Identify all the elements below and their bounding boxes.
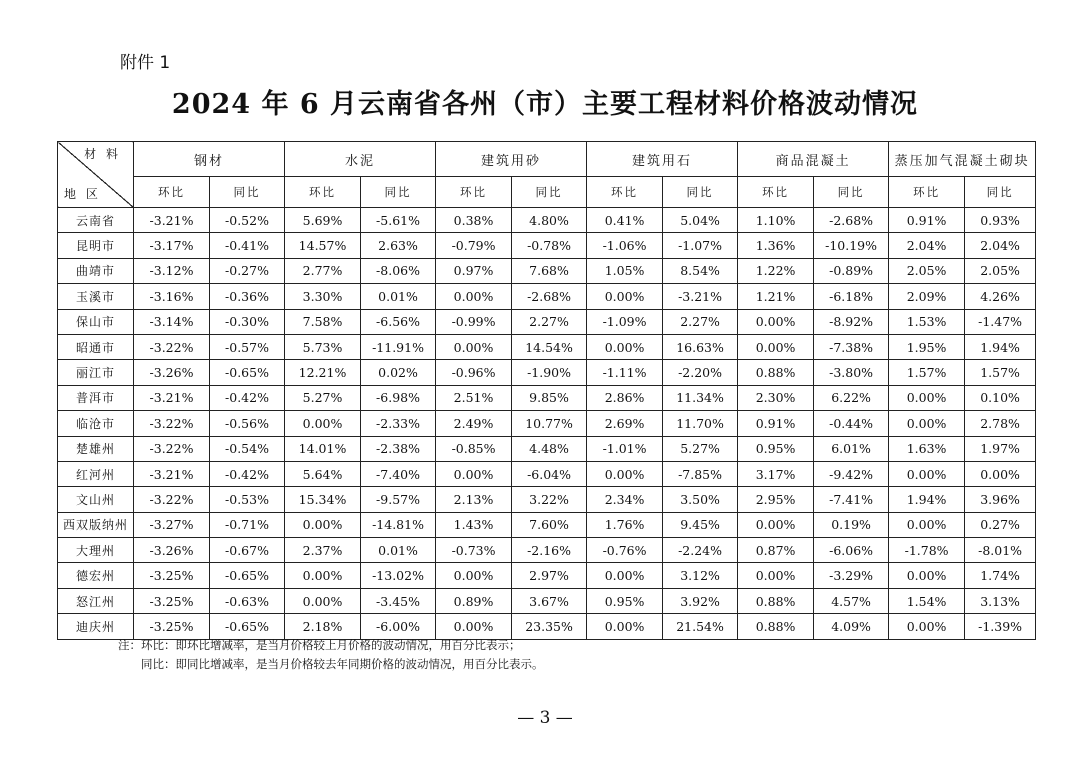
value-cell: -3.29% xyxy=(814,563,889,588)
region-cell: 文山州 xyxy=(58,487,134,512)
table-row xyxy=(58,411,1036,436)
value-cell: 9.85% xyxy=(512,385,587,410)
value-cell: 14.54% xyxy=(512,334,587,359)
value-cell: -0.44% xyxy=(814,411,889,436)
value-cell: -3.26% xyxy=(134,538,210,563)
value-cell: 2.34% xyxy=(587,487,663,512)
value-cell: 0.00% xyxy=(587,284,663,309)
value-cell: -0.36% xyxy=(210,284,285,309)
value-cell: 0.00% xyxy=(436,461,512,486)
region-cell: 红河州 xyxy=(58,461,134,486)
value-cell: -0.27% xyxy=(210,258,285,283)
region-cell: 普洱市 xyxy=(58,385,134,410)
value-cell: -3.21% xyxy=(663,284,738,309)
value-cell: 1.21% xyxy=(738,284,814,309)
region-cell: 昭通市 xyxy=(58,334,134,359)
value-cell: 0.02% xyxy=(361,360,436,385)
sub-header-cell: 环比 xyxy=(436,177,512,208)
table-row xyxy=(58,233,1036,258)
value-cell: -6.06% xyxy=(814,538,889,563)
value-cell: 0.00% xyxy=(738,563,814,588)
value-cell: 0.10% xyxy=(965,385,1036,410)
sub-header-cell: 同比 xyxy=(512,177,587,208)
value-cell: -7.85% xyxy=(663,461,738,486)
value-cell: 0.00% xyxy=(889,461,965,486)
value-cell: 0.00% xyxy=(889,614,965,639)
value-cell: 3.17% xyxy=(738,461,814,486)
table-row xyxy=(58,208,1036,233)
value-cell: 4.09% xyxy=(814,614,889,639)
value-cell: 4.26% xyxy=(965,284,1036,309)
value-cell: -6.56% xyxy=(361,309,436,334)
value-cell: 2.27% xyxy=(663,309,738,334)
value-cell: -8.06% xyxy=(361,258,436,283)
sub-header-cell: 环比 xyxy=(285,177,361,208)
region-cell: 楚雄州 xyxy=(58,436,134,461)
value-cell: 1.43% xyxy=(436,512,512,537)
value-cell: -0.57% xyxy=(210,334,285,359)
value-cell: -0.65% xyxy=(210,614,285,639)
value-cell: -3.22% xyxy=(134,436,210,461)
value-cell: -3.22% xyxy=(134,487,210,512)
value-cell: 4.80% xyxy=(512,208,587,233)
value-cell: -0.30% xyxy=(210,309,285,334)
sub-header-cell: 同比 xyxy=(361,177,436,208)
value-cell: 0.95% xyxy=(738,436,814,461)
value-cell: 11.34% xyxy=(663,385,738,410)
material-header: 建筑用砂 xyxy=(436,142,587,177)
value-cell: 0.00% xyxy=(285,512,361,537)
value-cell: -2.16% xyxy=(512,538,587,563)
value-cell: -14.81% xyxy=(361,512,436,537)
value-cell: 3.22% xyxy=(512,487,587,512)
value-cell: 0.38% xyxy=(436,208,512,233)
value-cell: 1.63% xyxy=(889,436,965,461)
value-cell: -0.85% xyxy=(436,436,512,461)
value-cell: -2.38% xyxy=(361,436,436,461)
corner-header-cell xyxy=(58,142,134,208)
table-body xyxy=(58,208,1036,640)
table-row xyxy=(58,487,1036,512)
value-cell: 0.88% xyxy=(738,588,814,613)
value-cell: -1.39% xyxy=(965,614,1036,639)
value-cell: 5.04% xyxy=(663,208,738,233)
value-cell: -0.96% xyxy=(436,360,512,385)
table-row xyxy=(58,512,1036,537)
value-cell: -3.45% xyxy=(361,588,436,613)
region-cell: 迪庆州 xyxy=(58,614,134,639)
value-cell: -1.11% xyxy=(587,360,663,385)
sub-header-cell: 环比 xyxy=(889,177,965,208)
value-cell: -1.90% xyxy=(512,360,587,385)
value-cell: -0.67% xyxy=(210,538,285,563)
value-cell: -9.57% xyxy=(361,487,436,512)
value-cell: -7.41% xyxy=(814,487,889,512)
value-cell: -0.89% xyxy=(814,258,889,283)
value-cell: 0.91% xyxy=(889,208,965,233)
value-cell: 0.00% xyxy=(436,334,512,359)
value-cell: -1.47% xyxy=(965,309,1036,334)
value-cell: -3.14% xyxy=(134,309,210,334)
table-row xyxy=(58,309,1036,334)
value-cell: 2.95% xyxy=(738,487,814,512)
value-cell: 2.77% xyxy=(285,258,361,283)
value-cell: 0.00% xyxy=(436,563,512,588)
sub-header-cell: 环比 xyxy=(738,177,814,208)
value-cell: 0.88% xyxy=(738,360,814,385)
value-cell: 0.00% xyxy=(889,411,965,436)
sub-header-cell: 环比 xyxy=(587,177,663,208)
value-cell: -0.63% xyxy=(210,588,285,613)
region-cell: 丽江市 xyxy=(58,360,134,385)
table-row xyxy=(58,538,1036,563)
value-cell: 5.73% xyxy=(285,334,361,359)
value-cell: 0.00% xyxy=(285,411,361,436)
value-cell: 2.86% xyxy=(587,385,663,410)
value-cell: 1.57% xyxy=(889,360,965,385)
value-cell: 0.00% xyxy=(587,334,663,359)
value-cell: 11.70% xyxy=(663,411,738,436)
value-cell: 1.54% xyxy=(889,588,965,613)
note-line: 同比：即同比增减率，是当月价格较去年同期价格的波动情况，用百分比表示。 xyxy=(141,657,544,671)
value-cell: -7.40% xyxy=(361,461,436,486)
value-cell: -0.42% xyxy=(210,385,285,410)
value-cell: 2.51% xyxy=(436,385,512,410)
attachment-label: 附件 1 xyxy=(120,53,171,73)
value-cell: 0.01% xyxy=(361,284,436,309)
value-cell: 1.95% xyxy=(889,334,965,359)
value-cell: -0.71% xyxy=(210,512,285,537)
value-cell: 0.00% xyxy=(889,512,965,537)
value-cell: -0.78% xyxy=(512,233,587,258)
value-cell: -3.22% xyxy=(134,411,210,436)
value-cell: 6.01% xyxy=(814,436,889,461)
value-cell: 1.74% xyxy=(965,563,1036,588)
value-cell: 0.91% xyxy=(738,411,814,436)
value-cell: 2.05% xyxy=(889,258,965,283)
value-cell: 21.54% xyxy=(663,614,738,639)
page-title: 2024 年 6 月云南省各州（市）主要工程材料价格波动情况 xyxy=(171,89,919,120)
value-cell: 8.54% xyxy=(663,258,738,283)
value-cell: 3.13% xyxy=(965,588,1036,613)
region-cell: 德宏州 xyxy=(58,563,134,588)
value-cell: 0.01% xyxy=(361,538,436,563)
value-cell: 1.94% xyxy=(965,334,1036,359)
value-cell: 1.97% xyxy=(965,436,1036,461)
table-row xyxy=(58,258,1036,283)
page-number: — 3 — xyxy=(517,708,573,728)
value-cell: 7.60% xyxy=(512,512,587,537)
value-cell: 0.00% xyxy=(738,512,814,537)
value-cell: -0.54% xyxy=(210,436,285,461)
value-cell: -2.33% xyxy=(361,411,436,436)
value-cell: 0.00% xyxy=(285,563,361,588)
region-cell: 玉溪市 xyxy=(58,284,134,309)
value-cell: 2.69% xyxy=(587,411,663,436)
value-cell: -7.38% xyxy=(814,334,889,359)
value-cell: 0.00% xyxy=(738,334,814,359)
region-cell: 大理州 xyxy=(58,538,134,563)
table-notes xyxy=(118,636,544,674)
value-cell: 2.78% xyxy=(965,411,1036,436)
material-header: 水泥 xyxy=(285,142,436,177)
value-cell: -2.24% xyxy=(663,538,738,563)
value-cell: 0.00% xyxy=(587,563,663,588)
value-cell: 0.93% xyxy=(965,208,1036,233)
value-cell: 3.12% xyxy=(663,563,738,588)
table-row xyxy=(58,588,1036,613)
region-cell: 曲靖市 xyxy=(58,258,134,283)
value-cell: 0.89% xyxy=(436,588,512,613)
table-row xyxy=(58,360,1036,385)
value-cell: -3.17% xyxy=(134,233,210,258)
value-cell: -0.53% xyxy=(210,487,285,512)
value-cell: 0.87% xyxy=(738,538,814,563)
value-cell: 1.36% xyxy=(738,233,814,258)
value-cell: 2.04% xyxy=(965,233,1036,258)
value-cell: 2.09% xyxy=(889,284,965,309)
value-cell: 0.88% xyxy=(738,614,814,639)
value-cell: -3.26% xyxy=(134,360,210,385)
value-cell: 1.22% xyxy=(738,258,814,283)
value-cell: 14.57% xyxy=(285,233,361,258)
table-row xyxy=(58,461,1036,486)
value-cell: 15.34% xyxy=(285,487,361,512)
value-cell: -3.21% xyxy=(134,208,210,233)
value-cell: 6.22% xyxy=(814,385,889,410)
sub-header-cell: 同比 xyxy=(210,177,285,208)
table-row xyxy=(58,334,1036,359)
value-cell: -0.79% xyxy=(436,233,512,258)
value-cell: 0.00% xyxy=(889,563,965,588)
value-cell: -1.07% xyxy=(663,233,738,258)
value-cell: 7.58% xyxy=(285,309,361,334)
value-cell: -13.02% xyxy=(361,563,436,588)
value-cell: -6.98% xyxy=(361,385,436,410)
value-cell: 0.97% xyxy=(436,258,512,283)
value-cell: 0.00% xyxy=(436,614,512,639)
value-cell: -0.52% xyxy=(210,208,285,233)
value-cell: 5.27% xyxy=(663,436,738,461)
value-cell: -1.09% xyxy=(587,309,663,334)
table-row xyxy=(58,436,1036,461)
value-cell: 2.97% xyxy=(512,563,587,588)
value-cell: -3.12% xyxy=(134,258,210,283)
value-cell: -3.21% xyxy=(134,461,210,486)
value-cell: 0.27% xyxy=(965,512,1036,537)
value-cell: 0.00% xyxy=(738,309,814,334)
value-cell: 3.92% xyxy=(663,588,738,613)
value-cell: 0.00% xyxy=(889,385,965,410)
materials-corner-label: 材 料 xyxy=(84,147,121,161)
value-cell: 2.49% xyxy=(436,411,512,436)
value-cell: 0.41% xyxy=(587,208,663,233)
value-cell: -3.80% xyxy=(814,360,889,385)
value-cell: 2.63% xyxy=(361,233,436,258)
value-cell: 4.57% xyxy=(814,588,889,613)
value-cell: 14.01% xyxy=(285,436,361,461)
value-cell: 2.13% xyxy=(436,487,512,512)
value-cell: -8.01% xyxy=(965,538,1036,563)
table-row xyxy=(58,284,1036,309)
value-cell: 5.64% xyxy=(285,461,361,486)
value-cell: -0.42% xyxy=(210,461,285,486)
value-cell: -0.56% xyxy=(210,411,285,436)
value-cell: -6.04% xyxy=(512,461,587,486)
sub-header-row xyxy=(58,177,1036,208)
sub-header-cell: 同比 xyxy=(814,177,889,208)
value-cell: -2.68% xyxy=(814,208,889,233)
value-cell: 0.00% xyxy=(285,588,361,613)
regions-corner-label: 地 区 xyxy=(64,187,101,201)
value-cell: -3.25% xyxy=(134,588,210,613)
value-cell: -5.61% xyxy=(361,208,436,233)
value-cell: -3.25% xyxy=(134,614,210,639)
value-cell: -3.21% xyxy=(134,385,210,410)
value-cell: -0.99% xyxy=(436,309,512,334)
value-cell: -0.65% xyxy=(210,563,285,588)
value-cell: 23.35% xyxy=(512,614,587,639)
value-cell: -3.22% xyxy=(134,334,210,359)
value-cell: -6.00% xyxy=(361,614,436,639)
value-cell: -3.16% xyxy=(134,284,210,309)
value-cell: 4.48% xyxy=(512,436,587,461)
value-cell: 2.37% xyxy=(285,538,361,563)
value-cell: -8.92% xyxy=(814,309,889,334)
value-cell: 1.53% xyxy=(889,309,965,334)
material-header: 建筑用石 xyxy=(587,142,738,177)
value-cell: 10.77% xyxy=(512,411,587,436)
value-cell: 3.50% xyxy=(663,487,738,512)
sub-header-cell: 同比 xyxy=(965,177,1036,208)
value-cell: -1.06% xyxy=(587,233,663,258)
region-cell: 西双版纳州 xyxy=(58,512,134,537)
table-row xyxy=(58,385,1036,410)
value-cell: -2.68% xyxy=(512,284,587,309)
value-cell: -9.42% xyxy=(814,461,889,486)
material-header: 钢材 xyxy=(134,142,285,177)
value-cell: -0.76% xyxy=(587,538,663,563)
value-cell: 0.00% xyxy=(965,461,1036,486)
value-cell: -0.65% xyxy=(210,360,285,385)
value-cell: 0.00% xyxy=(587,461,663,486)
value-cell: -0.41% xyxy=(210,233,285,258)
value-cell: -1.78% xyxy=(889,538,965,563)
value-cell: 1.10% xyxy=(738,208,814,233)
value-cell: 7.68% xyxy=(512,258,587,283)
value-cell: 0.00% xyxy=(436,284,512,309)
value-cell: -3.25% xyxy=(134,563,210,588)
region-cell: 昆明市 xyxy=(58,233,134,258)
value-cell: 12.21% xyxy=(285,360,361,385)
value-cell: -0.73% xyxy=(436,538,512,563)
value-cell: 1.57% xyxy=(965,360,1036,385)
price-fluctuation-table xyxy=(57,141,1036,640)
value-cell: 2.05% xyxy=(965,258,1036,283)
material-header: 商品混凝土 xyxy=(738,142,889,177)
value-cell: 0.00% xyxy=(587,614,663,639)
value-cell: -1.01% xyxy=(587,436,663,461)
region-cell: 临沧市 xyxy=(58,411,134,436)
sub-header-cell: 环比 xyxy=(134,177,210,208)
table-row xyxy=(58,563,1036,588)
value-cell: -2.20% xyxy=(663,360,738,385)
value-cell: -3.27% xyxy=(134,512,210,537)
value-cell: 9.45% xyxy=(663,512,738,537)
region-cell: 云南省 xyxy=(58,208,134,233)
value-cell: -6.18% xyxy=(814,284,889,309)
material-header: 蒸压加气混凝土砌块 xyxy=(889,142,1036,177)
value-cell: 2.18% xyxy=(285,614,361,639)
region-cell: 怒江州 xyxy=(58,588,134,613)
value-cell: 2.30% xyxy=(738,385,814,410)
value-cell: 5.69% xyxy=(285,208,361,233)
value-cell: -11.91% xyxy=(361,334,436,359)
value-cell: 1.94% xyxy=(889,487,965,512)
note-line: 注：环比：即环比增减率，是当月价格较上月价格的波动情况，用百分比表示； xyxy=(118,638,521,652)
value-cell: 0.95% xyxy=(587,588,663,613)
value-cell: 2.04% xyxy=(889,233,965,258)
sub-header-cell: 同比 xyxy=(663,177,738,208)
value-cell: -10.19% xyxy=(814,233,889,258)
region-cell: 保山市 xyxy=(58,309,134,334)
value-cell: 3.30% xyxy=(285,284,361,309)
value-cell: 3.67% xyxy=(512,588,587,613)
value-cell: 0.19% xyxy=(814,512,889,537)
value-cell: 3.96% xyxy=(965,487,1036,512)
value-cell: 2.27% xyxy=(512,309,587,334)
value-cell: 1.76% xyxy=(587,512,663,537)
value-cell: 1.05% xyxy=(587,258,663,283)
value-cell: 5.27% xyxy=(285,385,361,410)
value-cell: 16.63% xyxy=(663,334,738,359)
